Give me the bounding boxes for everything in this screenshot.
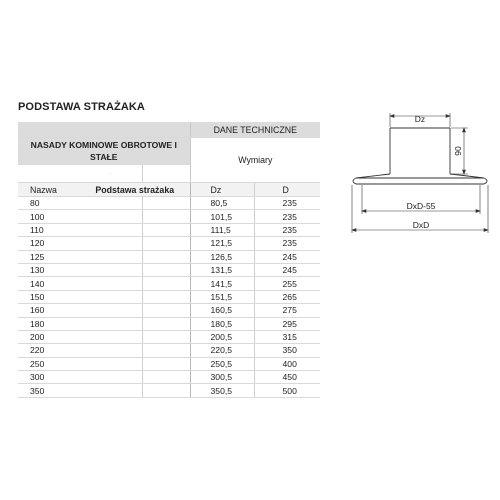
spacer-cell: · <box>80 165 142 183</box>
cell-name: 200 <box>18 330 80 343</box>
cell-d: 295 <box>254 317 320 330</box>
header-row-group <box>18 138 320 165</box>
cell-name: 130 <box>18 263 80 276</box>
cell-dz: 141,5 <box>190 277 254 290</box>
technical-data-header: DANE TECHNICZNE <box>190 122 320 138</box>
table-row <box>18 384 320 397</box>
column-header-product: Podstawa strażaka <box>80 183 190 197</box>
table-row <box>18 357 320 370</box>
cell-product-extra <box>142 197 190 210</box>
cell-product-extra <box>142 290 190 303</box>
cell-product <box>80 277 142 290</box>
table-row <box>18 210 320 223</box>
flange-left-curl <box>353 178 356 184</box>
cell-d: 235 <box>254 210 320 223</box>
cell-product-extra <box>142 237 190 250</box>
cell-dz: 80,5 <box>190 197 254 210</box>
cell-name: 180 <box>18 317 80 330</box>
cell-dz: 180,5 <box>190 317 254 330</box>
table-row <box>18 290 320 303</box>
cell-product <box>80 263 142 276</box>
cell-name: 220 <box>18 344 80 357</box>
label-inner-width: DxD-55 <box>406 201 436 211</box>
cell-name: 300 <box>18 371 80 384</box>
cell-product <box>80 344 142 357</box>
cell-product <box>80 223 142 236</box>
cell-product <box>80 197 142 210</box>
flange-right-curl <box>484 178 487 184</box>
cell-dz: 350,5 <box>190 384 254 397</box>
cell-dz: 121,5 <box>190 237 254 250</box>
cell-dz: 126,5 <box>190 250 254 263</box>
cell-dz: 160,5 <box>190 304 254 317</box>
cell-name: 150 <box>18 290 80 303</box>
cell-product <box>80 290 142 303</box>
base-drawing <box>344 108 494 238</box>
spacer-cell <box>142 165 190 183</box>
cell-product-extra <box>142 384 190 397</box>
cell-name: 110 <box>18 223 80 236</box>
table-row <box>18 277 320 290</box>
cell-product <box>80 304 142 317</box>
cell-d: 235 <box>254 237 320 250</box>
cell-product <box>80 250 142 263</box>
cell-dz: 131,5 <box>190 263 254 276</box>
cell-product-extra <box>142 250 190 263</box>
cell-product <box>80 330 142 343</box>
table-row <box>18 250 320 263</box>
table-row <box>18 330 320 343</box>
cell-dz: 200,5 <box>190 330 254 343</box>
cell-d: 245 <box>254 250 320 263</box>
flange-top <box>356 174 484 178</box>
table-row <box>18 304 320 317</box>
cell-name: 160 <box>18 304 80 317</box>
cell-product-extra <box>142 344 190 357</box>
cell-name: 120 <box>18 237 80 250</box>
table-row <box>18 371 320 384</box>
cell-d: 500 <box>254 384 320 397</box>
cell-product <box>80 210 142 223</box>
cell-name: 250 <box>18 357 80 370</box>
header-blank <box>18 122 190 138</box>
table-row <box>18 197 320 210</box>
cell-product-extra <box>142 317 190 330</box>
cell-product-extra <box>142 223 190 236</box>
cell-d: 235 <box>254 197 320 210</box>
column-header-d: D <box>254 183 320 197</box>
column-header-row <box>18 183 320 197</box>
column-header-name: Nazwa <box>18 183 80 197</box>
label-dz: Dz <box>414 114 426 124</box>
cell-name: 125 <box>18 250 80 263</box>
cell-d: 400 <box>254 357 320 370</box>
product-group-header: NASADY KOMINOWE OBROTOWE I STAŁE <box>18 138 190 165</box>
cell-name: 100 <box>18 210 80 223</box>
cell-product-extra <box>142 330 190 343</box>
cell-d: 275 <box>254 304 320 317</box>
cell-product <box>80 237 142 250</box>
cell-product <box>80 384 142 397</box>
header-row-top <box>18 122 320 138</box>
cell-d: 265 <box>254 290 320 303</box>
page-title: PODSTAWA STRAŻAKA <box>18 101 145 113</box>
cell-dz: 300,5 <box>190 371 254 384</box>
cell-name: 140 <box>18 277 80 290</box>
cell-name: 80 <box>18 197 80 210</box>
dimensions-header: Wymiary <box>190 138 320 183</box>
cell-product <box>80 357 142 370</box>
cell-dz: 151,5 <box>190 290 254 303</box>
column-header-dz: Dz <box>190 183 254 197</box>
cell-dz: 220,5 <box>190 344 254 357</box>
cell-d: 450 <box>254 371 320 384</box>
table-row <box>18 223 320 236</box>
cell-d: 350 <box>254 344 320 357</box>
cell-product-extra <box>142 277 190 290</box>
cell-product-extra <box>142 371 190 384</box>
cell-product <box>80 317 142 330</box>
cell-d: 255 <box>254 277 320 290</box>
cell-product-extra <box>142 263 190 276</box>
label-outer-width: DxD <box>412 220 430 230</box>
cell-d: 245 <box>254 263 320 276</box>
cell-d: 235 <box>254 223 320 236</box>
table-row <box>18 237 320 250</box>
cell-product <box>80 371 142 384</box>
table-row <box>18 344 320 357</box>
cell-name: 350 <box>18 384 80 397</box>
spec-table <box>18 122 320 398</box>
cell-product-extra <box>142 357 190 370</box>
cell-d: 315 <box>254 330 320 343</box>
label-height: 90 <box>453 146 463 156</box>
cell-dz: 250,5 <box>190 357 254 370</box>
cell-dz: 101,5 <box>190 210 254 223</box>
table-row <box>18 317 320 330</box>
cell-product-extra <box>142 304 190 317</box>
cell-dz: 111,5 <box>190 223 254 236</box>
cell-product-extra <box>142 210 190 223</box>
spacer-cell <box>18 165 80 183</box>
table-row <box>18 263 320 276</box>
